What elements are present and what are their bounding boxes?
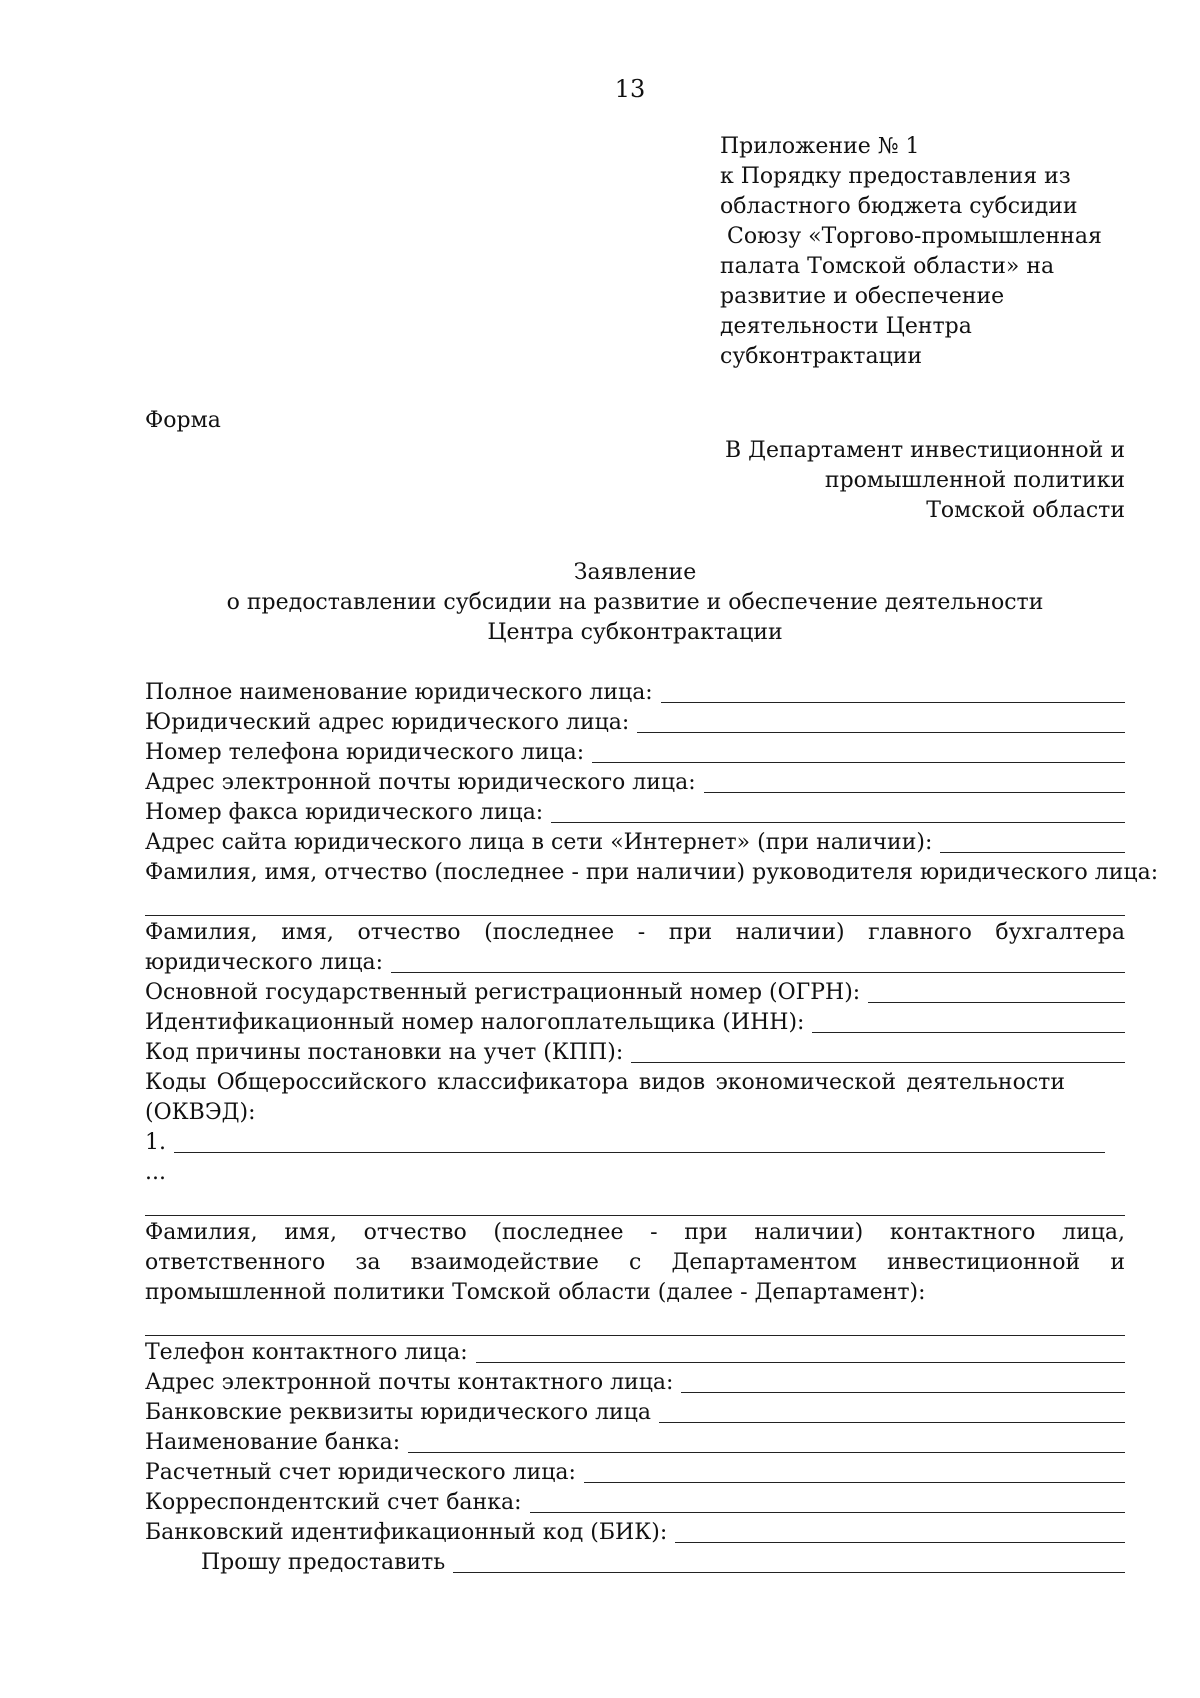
field-label: Адрес электронной почты контактного лица: xyxy=(145,1370,674,1395)
field-director-label: Фамилия, имя, отчество (последнее - при наличии) руководителя юридического лица: xyxy=(145,860,1159,885)
appendix-line: развитие и обеспечение xyxy=(720,284,1005,309)
fill-line[interactable] xyxy=(868,1001,1125,1003)
addressee-line: промышленной политики xyxy=(824,468,1125,493)
field-contact-label-1: Фамилия, имя, отчество (последнее - при наличии) контактного лица, xyxy=(145,1220,1125,1245)
addressee-block xyxy=(725,436,1125,526)
field-label: Номер факса юридического лица: xyxy=(145,800,544,825)
field-label: Телефон контактного лица: xyxy=(145,1340,468,1365)
field-label: Код причины постановки на учет (КПП): xyxy=(145,1040,624,1065)
field-label: Полное наименование юридического лица: xyxy=(145,680,653,705)
field-ogrn xyxy=(145,978,1125,1008)
appendix-line: Союзу «Торгово-промышленная xyxy=(720,224,1102,249)
appendix-line: областного бюджета субсидии xyxy=(720,194,1078,219)
fill-line[interactable] xyxy=(631,1061,1125,1063)
fill-line[interactable] xyxy=(174,1151,1105,1153)
field-kpp xyxy=(145,1038,1125,1068)
field-contact-label-2: ответственного за взаимодействие с Департаментом инвестиционной и xyxy=(145,1250,1125,1275)
field-inn xyxy=(145,1008,1125,1038)
field-fax xyxy=(145,798,1125,828)
field-okved-item-1 xyxy=(145,1128,1105,1158)
appendix-line: Приложение № 1 xyxy=(720,134,920,159)
field-settlement-account xyxy=(145,1458,1125,1488)
field-request xyxy=(201,1548,1125,1578)
addressee-line: В Департамент инвестиционной и xyxy=(724,438,1125,463)
field-accountant xyxy=(145,948,1125,978)
field-label: Расчетный счет юридического лица: xyxy=(145,1460,576,1485)
field-label: Адрес электронной почты юридического лица: xyxy=(145,770,696,795)
fill-line[interactable] xyxy=(659,1421,1125,1423)
field-label: Номер телефона юридического лица: xyxy=(145,740,585,765)
field-okved-label: Коды Общероссийского классификатора видов экономической деятельности xyxy=(145,1070,1065,1095)
field-okved-label-2: (ОКВЭД): xyxy=(145,1100,256,1125)
fill-line[interactable] xyxy=(681,1391,1125,1393)
field-bik xyxy=(145,1518,1125,1548)
field-phone xyxy=(145,738,1125,768)
field-bank-name xyxy=(145,1428,1125,1458)
field-label: Идентификационный номер налогоплательщика (ИНН): xyxy=(145,1010,805,1035)
field-accountant-label: Фамилия, имя, отчество (последнее - при наличии) главного бухгалтера xyxy=(145,920,1125,945)
appendix-header xyxy=(720,132,1140,372)
field-legal-address xyxy=(145,708,1125,738)
appendix-line: к Порядку предоставления из xyxy=(720,164,1071,189)
fill-line[interactable] xyxy=(408,1451,1125,1453)
field-label: Прошу предоставить xyxy=(201,1550,446,1575)
fill-line[interactable] xyxy=(637,731,1125,733)
field-contact-label-3: промышленной политики Томской области (далее - Департамент): xyxy=(145,1280,926,1305)
fill-line[interactable] xyxy=(584,1481,1125,1483)
field-label: Основной государственный регистрационный номер (ОГРН): xyxy=(145,980,861,1005)
field-label: юридического лица: xyxy=(145,950,384,975)
fill-line-director[interactable] xyxy=(145,915,1125,916)
page-number: 13 xyxy=(614,75,646,103)
addressee-line: Томской области xyxy=(926,498,1125,523)
title-line: Центра субконтрактации xyxy=(487,620,783,645)
field-label: 1. xyxy=(145,1130,166,1155)
field-bank-details xyxy=(145,1398,1125,1428)
fill-line[interactable] xyxy=(675,1541,1125,1543)
fill-line[interactable] xyxy=(551,821,1125,823)
fill-line[interactable] xyxy=(530,1511,1126,1513)
form-label: Форма xyxy=(145,408,221,433)
appendix-line: субконтрактации xyxy=(720,344,923,369)
field-full-name xyxy=(145,678,1125,708)
field-email xyxy=(145,768,1125,798)
fill-line-contact[interactable] xyxy=(145,1335,1125,1336)
field-contact-phone xyxy=(145,1338,1125,1368)
field-label: Юридический адрес юридического лица: xyxy=(145,710,630,735)
fill-line-okved-more[interactable] xyxy=(145,1215,1125,1216)
field-contact-email xyxy=(145,1368,1125,1398)
fill-line[interactable] xyxy=(391,971,1125,973)
fill-line[interactable] xyxy=(453,1571,1125,1573)
title-line: о предоставлении субсидии на развитие и обеспечение деятельности xyxy=(226,590,1044,615)
okved-ellipsis: ... xyxy=(145,1160,166,1185)
fill-line[interactable] xyxy=(592,761,1125,763)
field-label: Банковский идентификационный код (БИК): xyxy=(145,1520,668,1545)
document-title xyxy=(145,558,1125,648)
title-line: Заявление xyxy=(573,560,697,585)
fill-line[interactable] xyxy=(812,1031,1125,1033)
appendix-line: палата Томской области» на xyxy=(720,254,1055,279)
appendix-line: деятельности Центра xyxy=(720,314,972,339)
field-website xyxy=(145,828,1125,858)
field-correspondent-account xyxy=(145,1488,1125,1518)
fill-line[interactable] xyxy=(940,851,1125,853)
fill-line[interactable] xyxy=(704,791,1125,793)
fill-line[interactable] xyxy=(476,1361,1125,1363)
field-label: Банковские реквизиты юридического лица xyxy=(145,1400,651,1425)
field-label: Корреспондентский счет банка: xyxy=(145,1490,522,1515)
field-label: Адрес сайта юридического лица в сети «Интернет» (при наличии): xyxy=(145,830,933,855)
field-label: Наименование банка: xyxy=(145,1430,401,1455)
fill-line[interactable] xyxy=(661,701,1125,703)
